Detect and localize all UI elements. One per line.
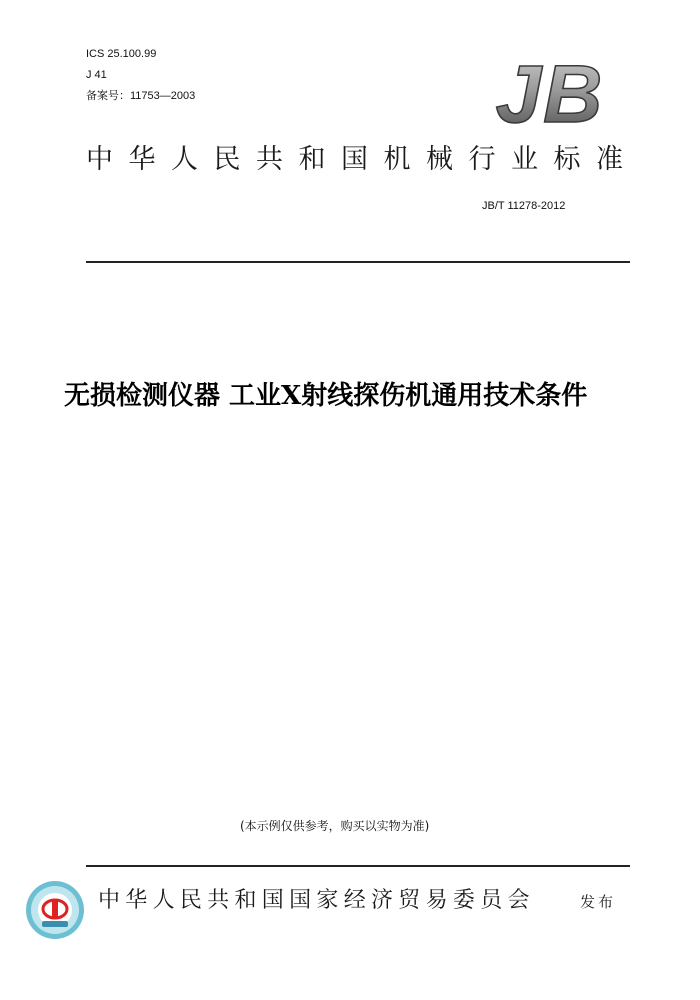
bottom-divider: [86, 865, 630, 867]
sample-note: (本示例仅供参考，购买以实物为准): [240, 819, 430, 833]
ics-code: ICS 25.100.99: [86, 48, 157, 60]
publisher-suffix: 发布: [580, 893, 617, 911]
filing-number: 备案号：11753—2003: [86, 90, 196, 102]
top-divider: [86, 261, 630, 263]
standard-number: JB/T 11278-2012: [482, 200, 566, 212]
jb-logo: [474, 52, 624, 128]
logo-text: JB: [495, 52, 605, 128]
document-title: 无损检测仪器 工业X射线探伤机通用技术条件: [64, 381, 588, 411]
seal-icon: [25, 880, 85, 940]
category-code: J 41: [86, 69, 107, 81]
org-title: 中华人民共和国机械行业标准: [86, 144, 639, 175]
publisher-name: 中华人民共和国国家经济贸易委员会: [98, 888, 535, 913]
header-meta: [86, 44, 195, 107]
